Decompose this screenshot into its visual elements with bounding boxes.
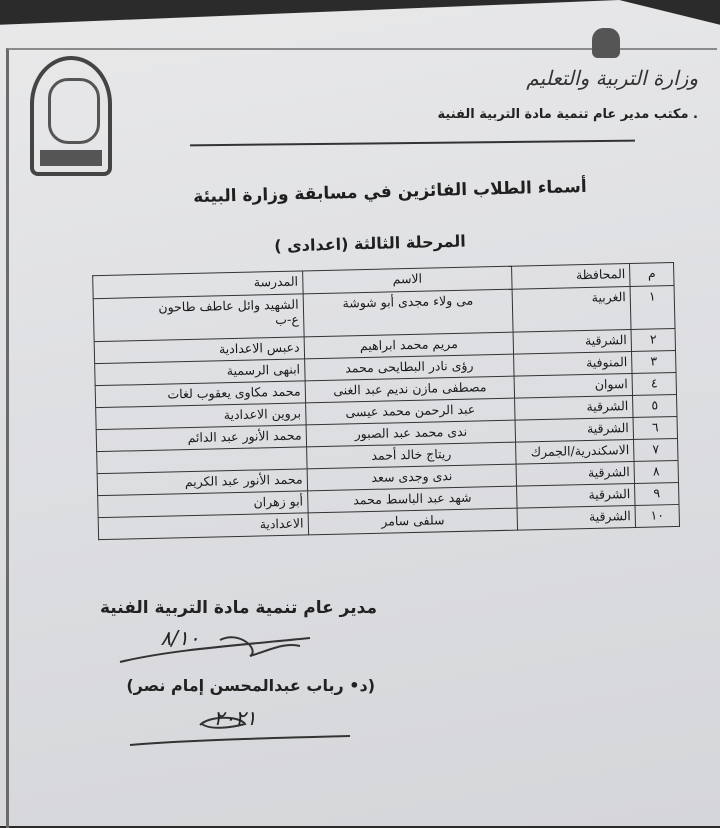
header-governorate: المحافظة xyxy=(512,264,630,290)
row-governorate: الشرقية xyxy=(515,417,633,442)
row-school: دعبس الاعدادية xyxy=(94,337,304,364)
row-num: ١ xyxy=(630,286,675,330)
row-school: محمد الأنور عبد الكريم xyxy=(97,469,307,496)
institution-seal-icon xyxy=(30,56,112,176)
office-name: مكتب مدير عام تنمية مادة التربية الفنية . xyxy=(437,107,698,122)
row-governorate: الشرقية xyxy=(515,395,633,420)
row-num: ٥ xyxy=(633,394,677,417)
row-school: محمد الأنور عبد الدائم xyxy=(96,425,306,452)
signature-date: ٨/١٠ xyxy=(160,626,200,650)
signatory-name: (د• رباب عبدالمحسن إمام نصر) xyxy=(126,676,375,695)
row-name: مريم محمد ابراهيم xyxy=(304,332,514,359)
row-governorate: اسوان xyxy=(514,373,632,398)
header-school: المدرسة xyxy=(93,271,303,299)
row-name: مصطفى مازن نديم عبد الغنى xyxy=(305,376,515,403)
row-name: ندى محمد عبد الصبور xyxy=(306,420,516,447)
signature-year: ٢٠٢١ xyxy=(213,706,257,730)
ministry-name: وزارة التربية والتعليم xyxy=(526,66,698,90)
seal-base-icon xyxy=(40,150,102,166)
row-school: أبو زهران xyxy=(98,491,308,518)
row-num: ٨ xyxy=(634,460,678,483)
row-school: الشهيد وائل عاطف طاحون ع-ب xyxy=(93,294,304,342)
row-name: عبد الرحمن محمد عيسى xyxy=(305,398,515,425)
row-num: ٤ xyxy=(632,372,676,395)
row-governorate: المنوفية xyxy=(514,351,632,376)
row-name: مى ولاء مجدى أبو شوشة xyxy=(303,289,514,337)
row-num: ٦ xyxy=(633,416,677,439)
signatory-title: مدير عام تنمية مادة التربية الفنية xyxy=(100,598,377,618)
row-governorate: الشرقية xyxy=(517,505,635,530)
row-school-line2: ع-ب xyxy=(275,311,300,328)
row-governorate: الغربية xyxy=(512,287,631,333)
seal-center-icon xyxy=(48,78,100,144)
row-school: بروين الاعدادية xyxy=(96,403,306,430)
row-school: محمد مكاوى يعقوب لغات xyxy=(95,381,305,408)
document-title: أسماء الطلاب الفائزين في مسابقة وزارة البيئة xyxy=(193,176,587,208)
row-governorate: الاسكندرية/الجمرك xyxy=(516,439,634,464)
row-name: ندى وجدى سعد xyxy=(307,464,517,491)
row-school: الاعدادية xyxy=(98,513,308,540)
row-name: شهد عبد الباسط محمد xyxy=(307,486,517,513)
winners-table xyxy=(92,262,680,540)
header-num: م xyxy=(630,263,674,287)
row-governorate: الشرقية xyxy=(516,461,634,486)
row-num: ١٠ xyxy=(635,504,679,527)
row-name: رؤى نادر البطايحى محمد xyxy=(304,354,514,381)
header-name: الاسم xyxy=(302,266,512,294)
row-governorate: الشرقية xyxy=(517,483,635,508)
row-school: ابنهى الرسمية xyxy=(95,359,305,386)
row-num: ٧ xyxy=(634,438,678,461)
row-num: ٢ xyxy=(631,328,675,351)
document-subtitle: المرحلة الثالثة (اعدادى ) xyxy=(274,231,466,256)
row-name: ريتاج خالد أحمد xyxy=(306,442,516,469)
row-num: ٣ xyxy=(632,350,676,373)
eagle-emblem-icon xyxy=(592,28,620,58)
row-governorate: الشرقية xyxy=(513,329,631,354)
row-name: سلفى سامر xyxy=(308,508,518,535)
row-num: ٩ xyxy=(635,482,679,505)
